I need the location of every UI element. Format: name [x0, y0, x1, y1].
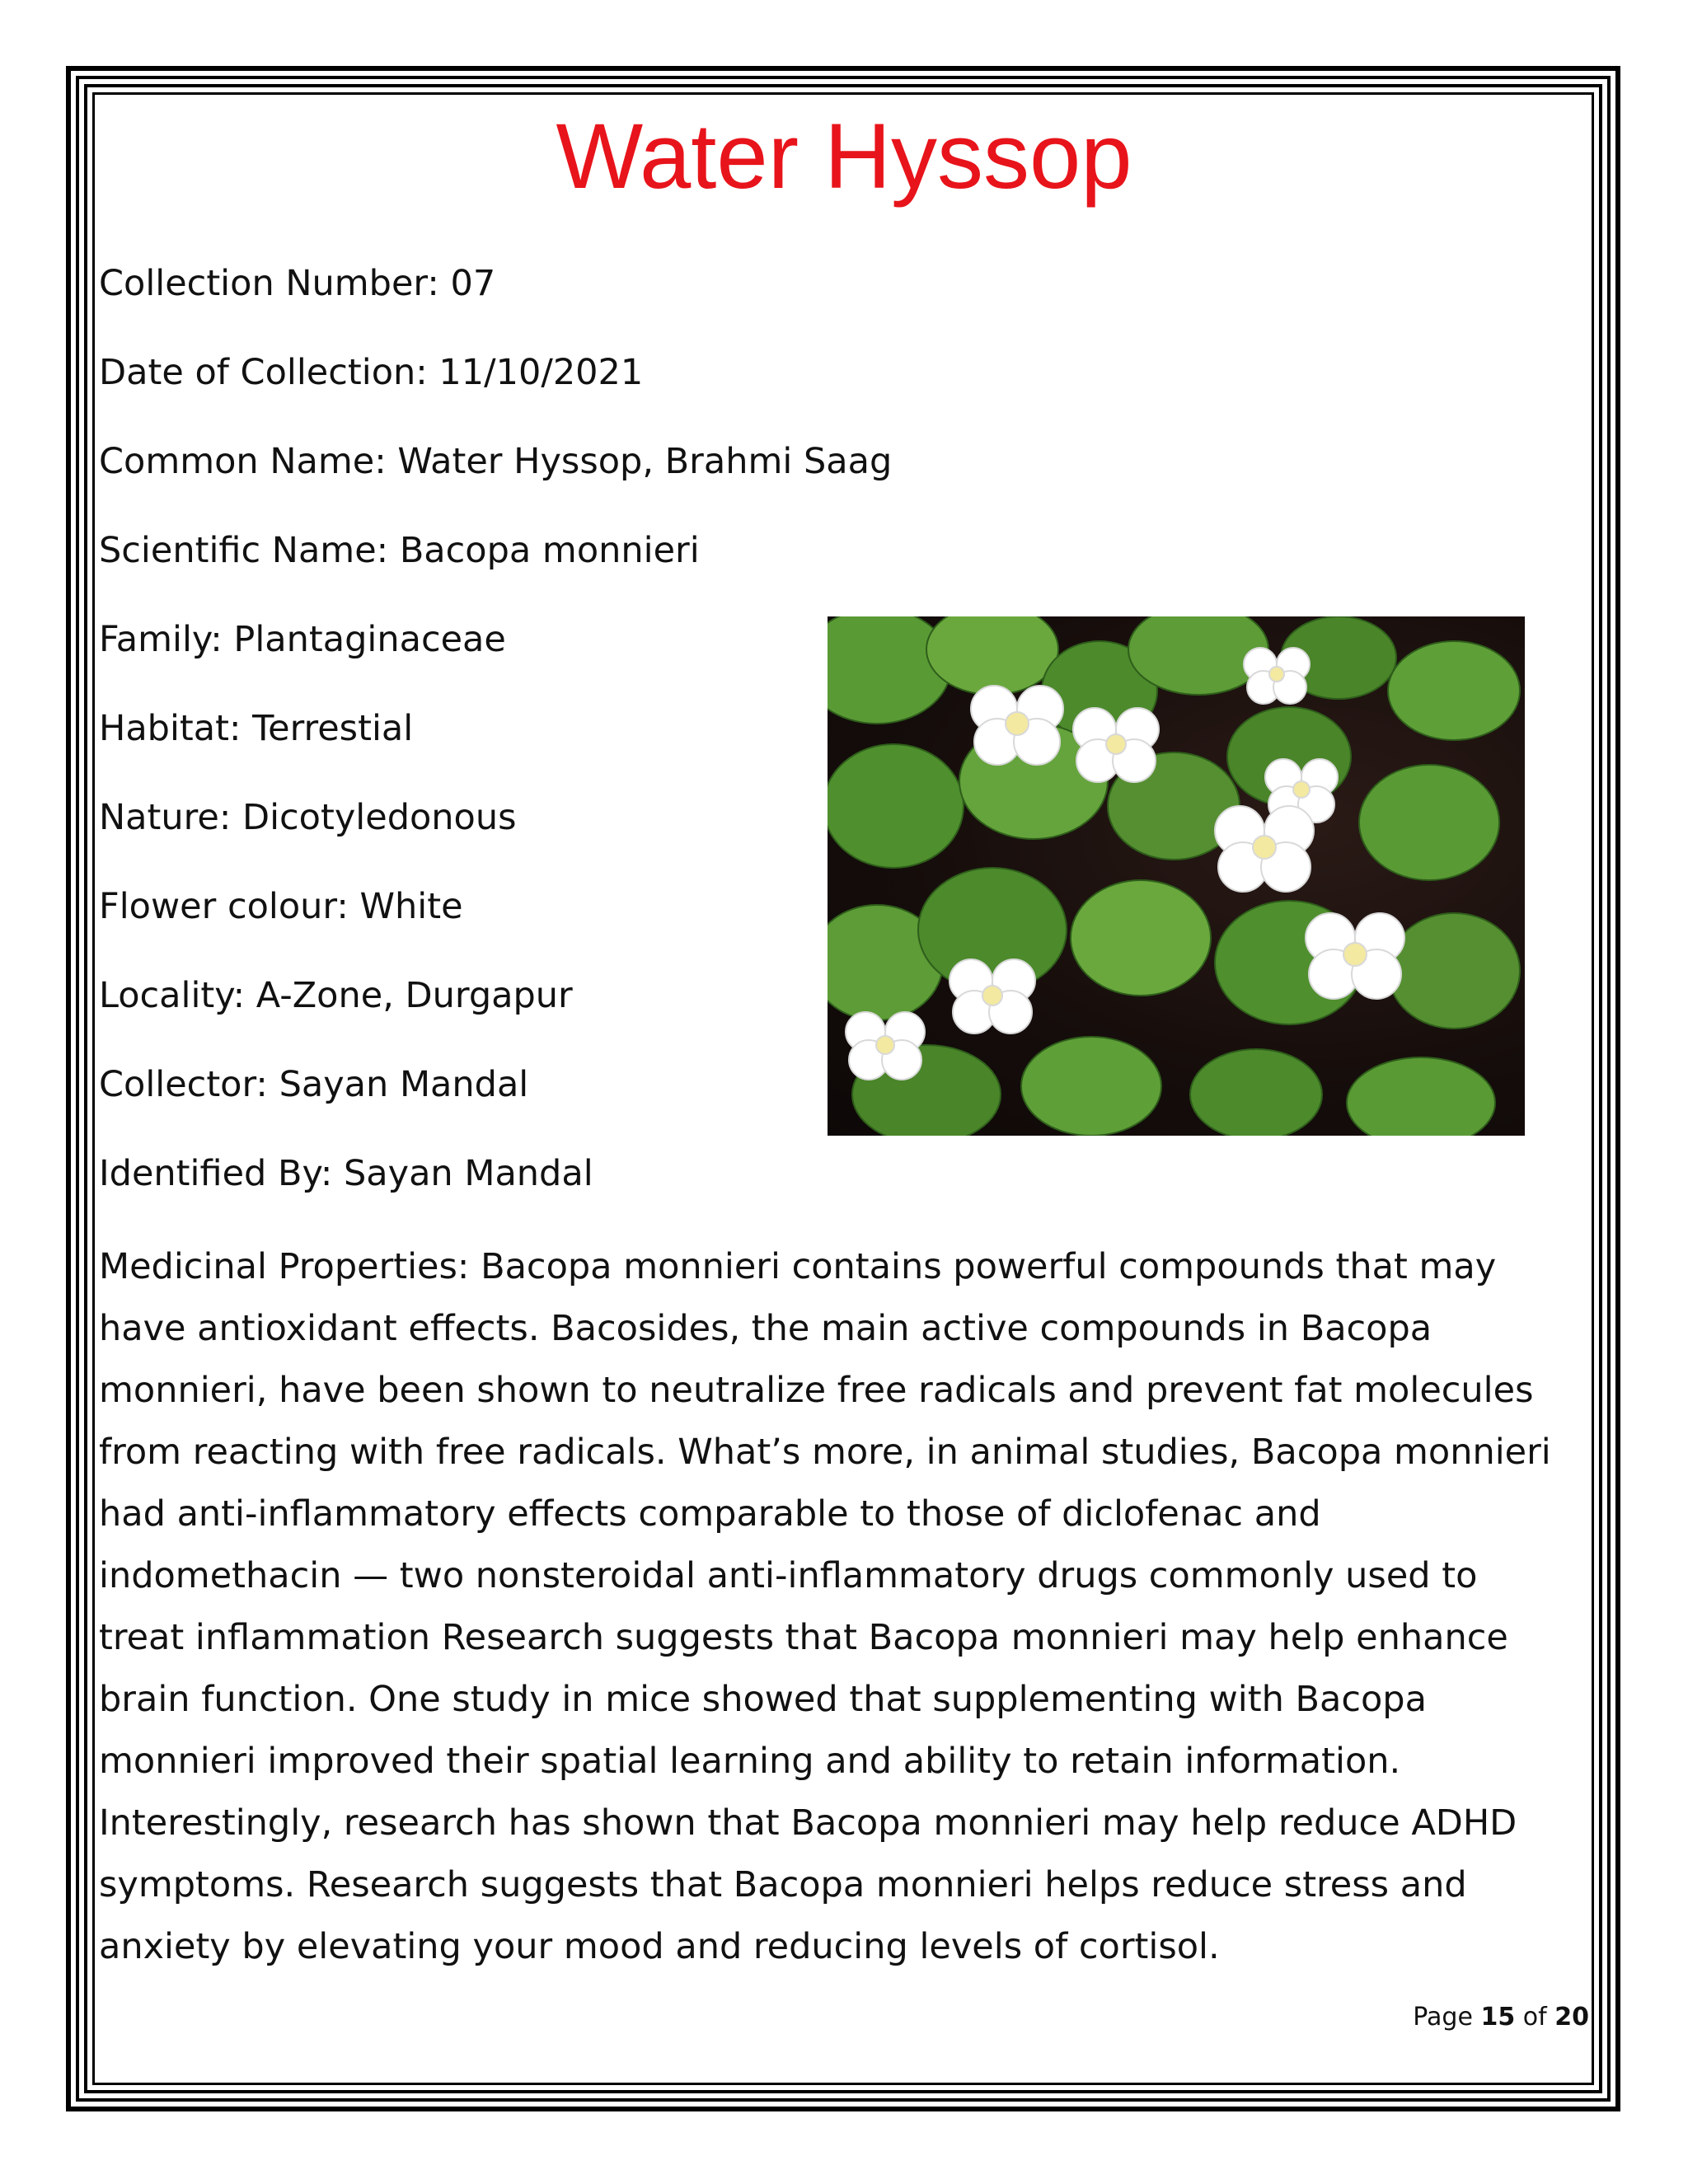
field-family: Family: Plantaginaceae — [99, 619, 506, 660]
field-habitat: Habitat: Terrestial — [99, 708, 414, 749]
field-collector: Collector: Sayan Mandal — [99, 1064, 529, 1105]
field-date-of-collection: Date of Collection: 11/10/2021 — [99, 352, 644, 393]
field-identified-by: Identified By: Sayan Mandal — [99, 1153, 593, 1194]
medicinal-properties — [99, 1236, 1566, 1978]
medicinal-label: Medicinal Properties: — [99, 1246, 470, 1287]
page-number: Page 15 of 20 — [1413, 2003, 1589, 2032]
field-nature: Nature: Dicotyledonous — [99, 797, 517, 838]
page-title: Water Hyssop — [556, 105, 1132, 208]
field-locality: Locality: A-Zone, Durgapur — [99, 975, 573, 1016]
field-scientific-name: Scientific Name: Bacopa monnieri — [99, 530, 700, 571]
field-flower-colour: Flower colour: White — [99, 886, 463, 927]
plant-photo — [828, 616, 1525, 1136]
field-common-name: Common Name: Water Hyssop, Brahmi Saag — [99, 441, 893, 482]
field-collection-number: Collection Number: 07 — [99, 263, 496, 304]
specimen-fields — [99, 255, 893, 1235]
medicinal-text: Bacopa monnieri contains powerful compounds that may have antioxidant effects. Bacosides, the main active compounds in Bacopa monnieri, have been shown to neutralize free radicals and prevent fat molecules from reacting with free radicals. What’s more, in animal studies, Bacopa monnieri had anti-inflammatory effects comparable to those of diclofenac and indomethacin — two nonsteroidal anti-inflammatory drugs commonly used to treat inflammation Research suggests that Bacopa monnieri may help enhance brain function. One study in mice showed that supplementing with Bacopa monnieri improved their spatial learning and ability to retain information. Interestingly, research has shown that Bacopa monnieri may help reduce ADHD symptoms. Research suggests that Bacopa monnieri helps reduce stress and anxiety by elevating your mood and reducing levels of cortisol. — [99, 1246, 1551, 1967]
